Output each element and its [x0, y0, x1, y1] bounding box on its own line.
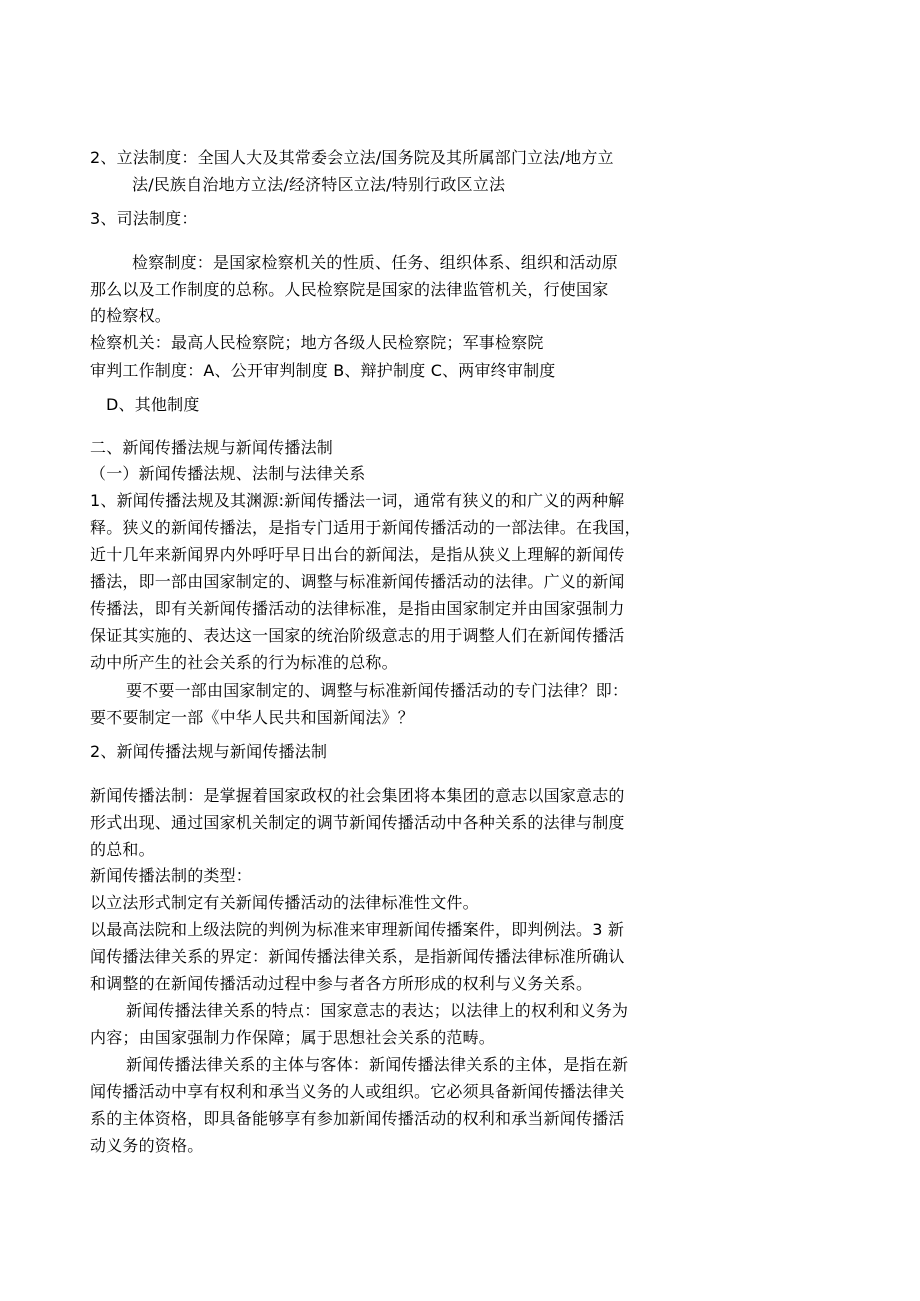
subsection-heading: （一）新闻传播法规、法制与法律关系 [90, 464, 366, 483]
text-line: 那么以及工作制度的总称。人民检察院是国家的法律监管机关，行使国家 [90, 280, 609, 299]
text-line: 的检察权。 [90, 306, 172, 325]
text-line: 2、立法制度：全国人大及其常委会立法/国务院及其所属部门立法/地方立 [90, 148, 614, 167]
text-line: 形式出现、通过国家机关制定的调节新闻传播活动中各种关系的法律与制度 [90, 813, 625, 832]
text-line: 要不要一部由国家制定的、调整与标准新闻传播活动的专门法律？即： [126, 681, 629, 700]
text-line: 动义务的资格。 [90, 1136, 204, 1155]
text-line: 以最高法院和上级法院的判例为标准来审理新闻传播案件，即判例法。3 新 [90, 920, 625, 939]
text-line: 释。狭义的新闻传播法，是指专门适用于新闻传播活动的一部法律。在我国， [90, 518, 641, 537]
section-heading: 二、新闻传播法规与新闻传播法制 [90, 438, 334, 457]
text-line: 保证其实施的、表达这一国家的统治阶级意志的用于调整人们在新闻传播活 [90, 626, 625, 645]
text-line: 播法，即一部由国家制定的、调整与标准新闻传播活动的法律。广义的新闻 [90, 572, 625, 591]
text-line: 系的主体资格，即具备能够享有参加新闻传播活动的权利和承当新闻传播活 [90, 1109, 625, 1128]
text-line: 新闻传播法制：是掌握着国家政权的社会集团将本集团的意志以国家意志的 [90, 786, 625, 805]
text-line: 传播法，即有关新闻传播活动的法律标准，是指由国家制定并由国家强制力 [90, 599, 625, 618]
text-line: 新闻传播法律关系的特点：国家意志的表达；以法律上的权利和义务为 [126, 1001, 629, 1020]
text-line: 以立法形式制定有关新闻传播活动的法律标准性文件。 [90, 893, 479, 912]
text-line: 内容；由国家强制力作保障；属于思想社会关系的范畴。 [90, 1028, 496, 1047]
text-line: D、其他制度 [106, 395, 200, 414]
text-line: 1、新闻传播法规及其渊源:新闻传播法一词，通常有狭义的和广义的两种解 [90, 491, 625, 510]
text-line: 新闻传播法制的类型： [90, 866, 253, 885]
text-line: 要不要制定一部《中华人民共和国新闻法》？ [90, 708, 415, 727]
text-line: 动中所产生的社会关系的行为标准的总称。 [90, 653, 398, 672]
text-line: 的总和。 [90, 840, 155, 859]
text-line: 检察制度：是国家检察机关的性质、任务、组织体系、组织和活动原 [132, 253, 619, 272]
text-line: 法/民族自治地方立法/经济特区立法/特别行政区立法 [132, 175, 506, 194]
text-line: 新闻传播法律关系的主体与客体：新闻传播法律关系的主体，是指在新 [126, 1055, 629, 1074]
text-line: 闻传播活动中享有权利和承当义务的人或组织。它必须具备新闻传播法律关 [90, 1082, 625, 1101]
text-line: 闻传播法律关系的界定：新闻传播法律关系，是指新闻传播法律标准所确认 [90, 947, 625, 966]
text-line: 和调整的在新闻传播活动过程中参与者各方所形成的权利与义务关系。 [90, 974, 593, 993]
section-heading: 2、新闻传播法规与新闻传播法制 [90, 742, 328, 761]
text-line: 检察机关：最高人民检察院；地方各级人民检察院；军事检察院 [90, 333, 544, 352]
text-line: 近十几年来新闻界内外呼吁早日出台的新闻法，是指从狭义上理解的新闻传 [90, 545, 625, 564]
section-heading: 3、司法制度： [90, 209, 198, 228]
text-line: 审判工作制度：A、公开审判制度 B、辩护制度 C、两审终审制度 [90, 361, 556, 380]
